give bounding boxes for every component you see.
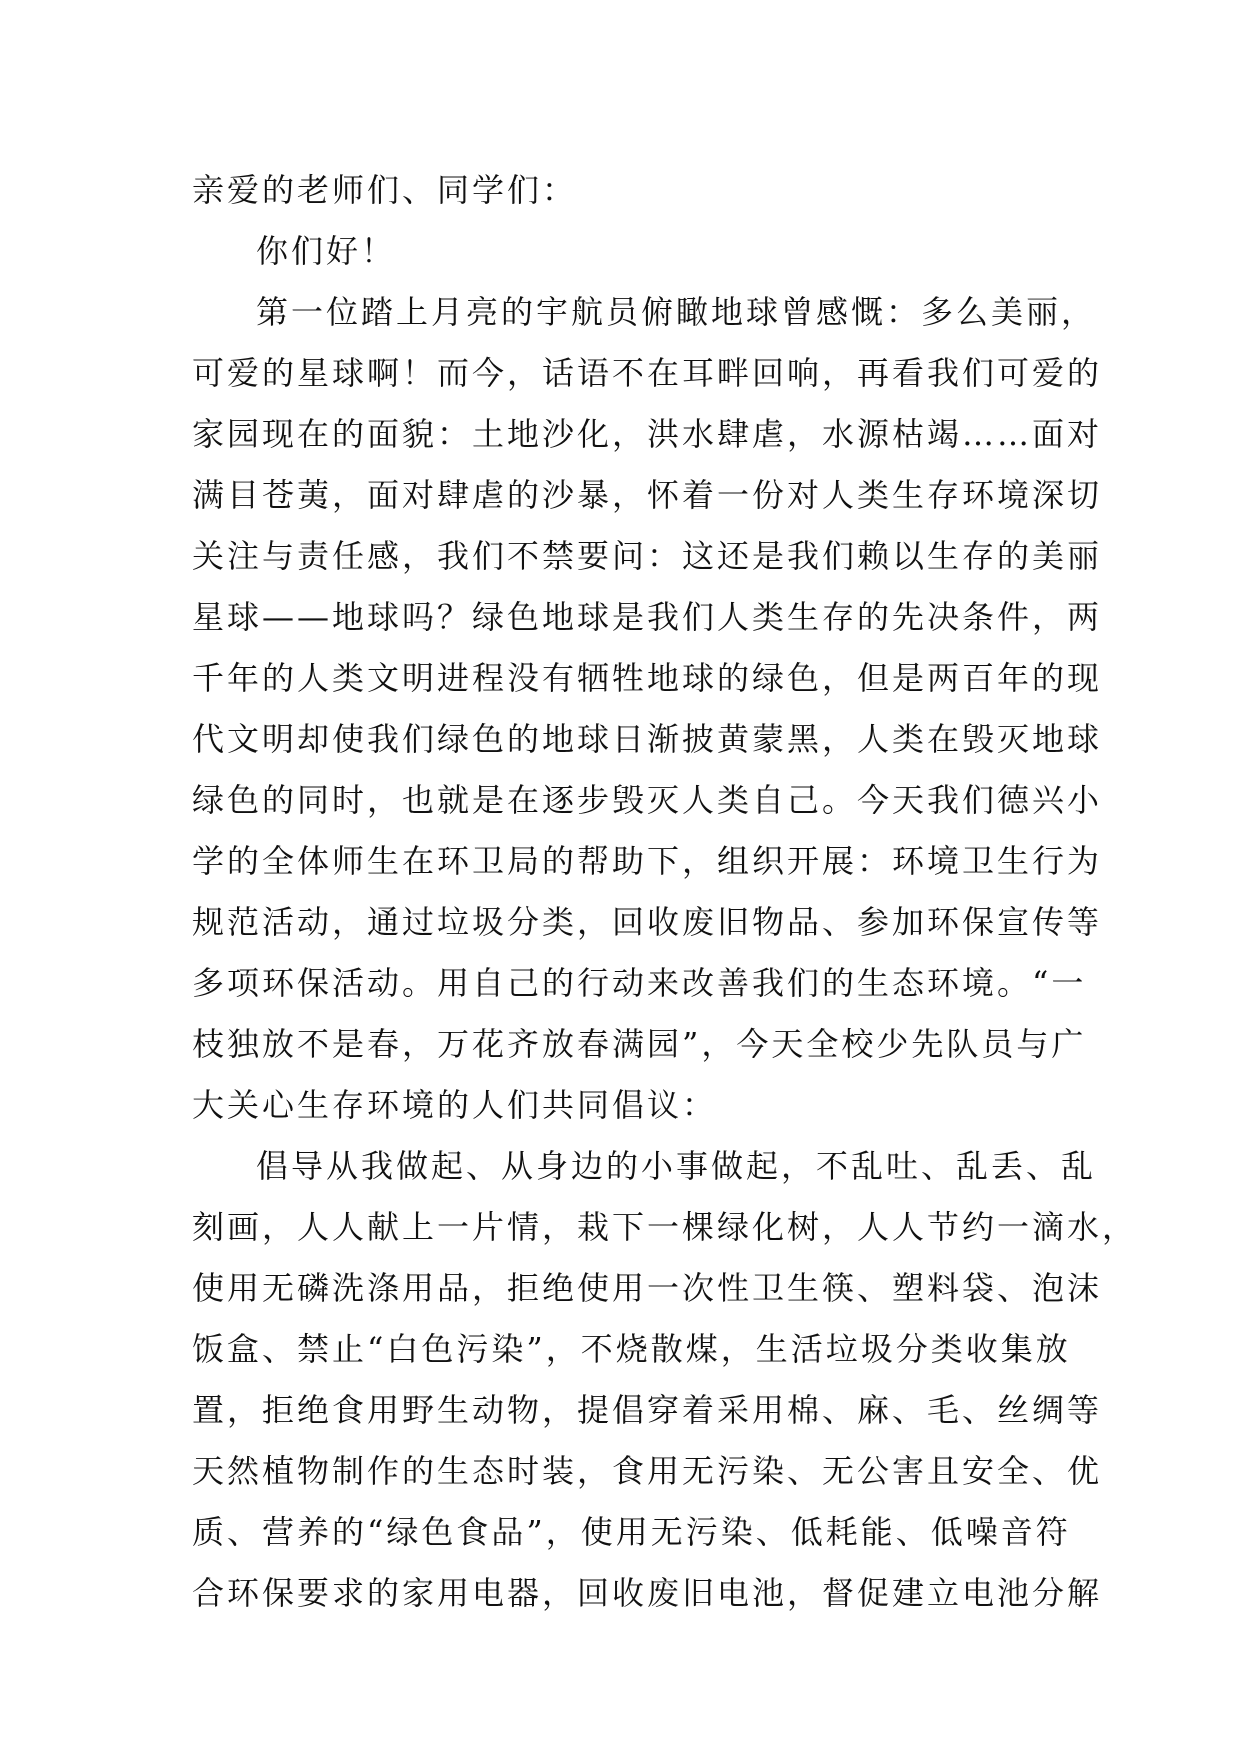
paragraph-line: 使用无磷洗涤用品，拒绝使用一次性卫生筷、塑料袋、泡沫 — [192, 1269, 1103, 1307]
paragraph-line: 第一位踏上月亮的宇航员俯瞰地球曾感慨：多么美丽， — [256, 293, 1097, 331]
paragraph-line: 倡导从我做起、从身边的小事做起，不乱吐、乱丢、乱 — [256, 1147, 1097, 1185]
paragraph-line: 刻画，人人献上一片情，栽下一棵绿化树，人人节约一滴水， — [192, 1208, 1138, 1246]
paragraph-line: 多项环保活动。用自己的行动来改善我们的生态环境。“一 — [192, 964, 1087, 1002]
paragraph-line: 关注与责任感，我们不禁要问：这还是我们赖以生存的美丽 — [192, 537, 1103, 575]
paragraph-line: 天然植物制作的生态时装，食用无污染、无公害且安全、优 — [192, 1452, 1103, 1490]
paragraph-line: 质、营养的“绿色食品”，使用无污染、低耗能、低噪音符 — [192, 1513, 1071, 1551]
paragraph-1 — [192, 282, 1103, 1136]
paragraph-line: 家园现在的面貌：土地沙化，洪水肆虐，水源枯竭……面对 — [192, 415, 1103, 453]
paragraph-line: 规范活动，通过垃圾分类，回收废旧物品、参加环保宣传等 — [192, 903, 1103, 941]
paragraph-line: 学的全体师生在环卫局的帮助下，组织开展：环境卫生行为 — [192, 842, 1103, 880]
paragraph-line: 饭盒、禁止“白色污染”，不烧散煤，生活垃圾分类收集放 — [192, 1330, 1071, 1368]
paragraph-line: 可爱的星球啊！而今，话语不在耳畔回响，再看我们可爱的 — [192, 354, 1103, 392]
paragraph-line: 千年的人类文明进程没有牺牲地球的绿色，但是两百年的现 — [192, 659, 1103, 697]
paragraph-line: 置，拒绝食用野生动物，提倡穿着采用棉、麻、毛、丝绸等 — [192, 1391, 1103, 1429]
paragraph-2 — [192, 1136, 1138, 1624]
paragraph-line: 合环保要求的家用电器，回收废旧电池，督促建立电池分解 — [192, 1574, 1103, 1612]
document-body — [192, 160, 1138, 1624]
paragraph-line: 大关心生存环境的人们共同倡议： — [192, 1086, 718, 1124]
salutation-line: 你们好！ — [256, 232, 397, 270]
paragraph-line: 星球——地球吗？绿色地球是我们人类生存的先决条件，两 — [192, 598, 1103, 636]
paragraph-line: 满目苍荑，面对肆虐的沙暴，怀着一份对人类生存环境深切 — [192, 476, 1103, 514]
paragraph-line: 代文明却使我们绿色的地球日渐披黄蒙黑，人类在毁灭地球 — [192, 720, 1103, 758]
greeting-line: 亲爱的老师们、同学们： — [192, 171, 578, 209]
paragraph-line: 绿色的同时，也就是在逐步毁灭人类自己。今天我们德兴小 — [192, 781, 1103, 819]
paragraph-line: 枝独放不是春，万花齐放春满园”，今天全校少先队员与广 — [192, 1025, 1087, 1063]
